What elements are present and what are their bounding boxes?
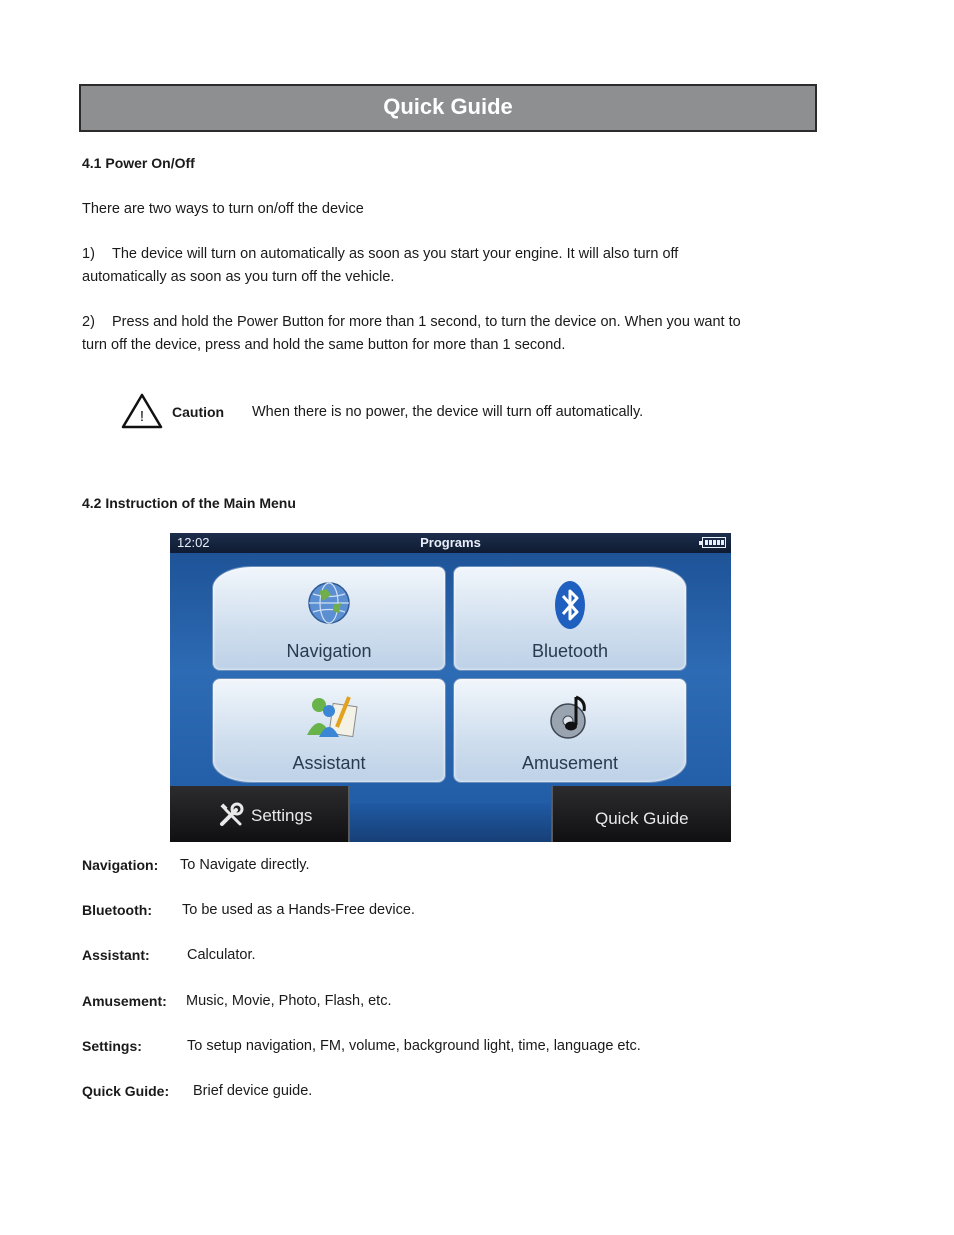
caution-label: Caution bbox=[172, 404, 225, 420]
page-title: Quick Guide bbox=[383, 94, 513, 119]
list-item-2 bbox=[82, 311, 741, 357]
quick-guide-label: Quick Guide bbox=[595, 809, 689, 828]
caution-text: When there is no power, the device will turn off automatically. bbox=[252, 404, 644, 420]
definition-desc: Music, Movie, Photo, Flash, etc. bbox=[186, 993, 392, 1009]
globe-icon bbox=[305, 579, 353, 627]
tile-navigation[interactable] bbox=[212, 566, 446, 671]
tile-label: Navigation bbox=[286, 641, 372, 661]
quick-guide-button[interactable] bbox=[551, 786, 731, 842]
bottom-bar-gap bbox=[350, 803, 551, 842]
list-item-1 bbox=[82, 243, 678, 289]
list-item-text-cont: turn off the device, press and hold the same button for more than 1 second. bbox=[82, 337, 566, 353]
warning-triangle-icon bbox=[120, 392, 164, 430]
clock: 12:02 bbox=[177, 535, 210, 550]
list-item-text-cont: automatically as soon as you turn off the vehicle. bbox=[82, 269, 395, 285]
wrench-screwdriver-icon bbox=[218, 802, 244, 828]
people-notepad-icon bbox=[305, 691, 361, 741]
section-heading-power: 4.1 Power On/Off bbox=[82, 155, 195, 171]
bluetooth-icon bbox=[546, 579, 594, 631]
music-note-icon bbox=[546, 691, 594, 741]
tile-bluetooth[interactable] bbox=[453, 566, 687, 671]
svg-text:!: ! bbox=[139, 408, 145, 425]
tile-label: Bluetooth bbox=[531, 641, 609, 661]
definition-desc: To Navigate directly. bbox=[180, 857, 310, 873]
section-title-banner bbox=[79, 84, 817, 132]
settings-button[interactable] bbox=[170, 786, 350, 842]
caution-note bbox=[120, 392, 740, 430]
tile-label: Amusement bbox=[521, 753, 619, 773]
list-number: 2) bbox=[82, 314, 95, 330]
definition-term: Settings: bbox=[82, 1038, 142, 1054]
list-number: 1) bbox=[82, 246, 95, 262]
definition-term: Bluetooth: bbox=[82, 902, 152, 918]
settings-label: Settings bbox=[251, 806, 313, 825]
screen-title: Programs bbox=[420, 535, 481, 550]
tile-label: Assistant bbox=[292, 753, 366, 773]
definition-term: Quick Guide: bbox=[82, 1083, 170, 1099]
list-item-text: Press and hold the Power Button for more than 1 second, to turn the device on. When you want to bbox=[112, 314, 741, 330]
definition-desc: To setup navigation, FM, volume, background light, time, language etc. bbox=[187, 1038, 641, 1054]
definition-term: Navigation: bbox=[82, 857, 159, 873]
definition-desc: Brief device guide. bbox=[193, 1083, 313, 1099]
intro-paragraph: There are two ways to turn on/off the device bbox=[82, 201, 364, 217]
definition-term: Amusement: bbox=[82, 993, 167, 1009]
device-screenshot bbox=[170, 533, 731, 842]
definition-desc: To be used as a Hands-Free device. bbox=[182, 902, 415, 918]
battery-icon bbox=[702, 537, 726, 548]
definition-term: Assistant: bbox=[82, 947, 150, 963]
list-item-text: The device will turn on automatically as soon as you start your engine. It will also turn off bbox=[112, 246, 679, 262]
definition-desc: Calculator. bbox=[187, 947, 256, 963]
tile-assistant[interactable] bbox=[212, 678, 446, 783]
status-bar bbox=[170, 533, 731, 553]
tile-amusement[interactable] bbox=[453, 678, 687, 783]
section-heading-main-menu: 4.2 Instruction of the Main Menu bbox=[82, 495, 296, 511]
